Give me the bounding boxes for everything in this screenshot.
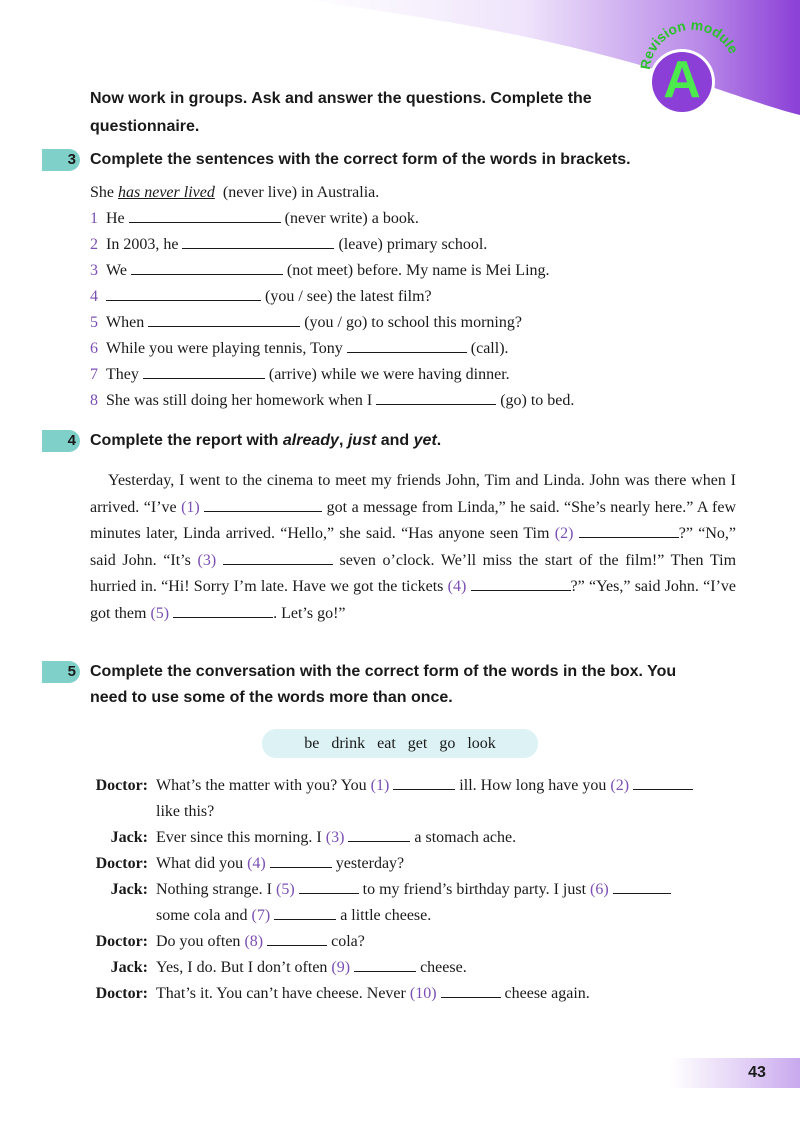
item-number: 2 [90, 236, 98, 253]
dialogue-text: cheese. [416, 959, 467, 976]
answer-blank[interactable] [182, 236, 334, 249]
page-number: 43 [748, 1064, 766, 1081]
report-text: ?” “Yes,” said John. “I’ve got them [90, 578, 737, 622]
answer-blank[interactable] [148, 314, 300, 327]
answer-blank[interactable] [354, 959, 416, 972]
dialogue-text: That’s it. You can’t have cheese. Never [156, 985, 410, 1002]
answer-blank[interactable] [129, 210, 281, 223]
item-pre: While you were playing tennis, Tony [106, 340, 347, 357]
gap-number: (4) [447, 578, 467, 595]
word-box-item: eat [377, 735, 396, 752]
item-pre: When [106, 314, 149, 331]
gap-number: (2) [610, 777, 630, 794]
dialogue-text: What did you [156, 855, 248, 872]
section-4-number: 4 [42, 430, 80, 452]
answer-blank[interactable] [633, 777, 693, 790]
module-label: Revision module [636, 18, 742, 71]
item-post: (arrive) while we were having dinner. [264, 366, 510, 383]
word-box-item: look [467, 735, 496, 752]
module-letter: A [663, 51, 701, 109]
speaker-label: Jack: [110, 881, 148, 898]
answer-blank[interactable] [299, 881, 359, 894]
section-5-title-line-1: Complete the conversation with the correct form of the words in the box. You [90, 663, 677, 680]
answer-blank[interactable] [613, 881, 671, 894]
module-badge [628, 18, 758, 118]
gap-number: (6) [590, 881, 609, 898]
word-box-item: go [439, 735, 456, 752]
title-period: . [436, 432, 442, 449]
answer-blank[interactable] [204, 499, 322, 512]
dialogue-line [156, 825, 736, 851]
report-text: got a message from Linda,” he said. “She’s nearly here.” A few minutes later, Linda arrived. “Hello,” she said. “Has anyone seen Tim [90, 498, 737, 542]
dialogue-line [156, 773, 736, 799]
item-number: 3 [90, 262, 98, 279]
word-box-item: drink [331, 735, 366, 752]
dialogue-text: Yes, I do. But I don’t often [156, 959, 332, 976]
dialogue-text: Do you often [156, 933, 245, 950]
gap-number: (1) [370, 777, 390, 794]
example-pre: She [90, 184, 118, 201]
dialogue-line [156, 877, 736, 903]
word-box-item: get [407, 735, 428, 752]
section-3-item [90, 365, 510, 385]
report-paragraph [90, 468, 736, 627]
item-post: (go) to bed. [496, 392, 575, 409]
answer-blank[interactable] [579, 525, 679, 538]
item-pre: She was still doing her homework when I [106, 392, 377, 409]
title-comma: , [338, 432, 348, 449]
item-pre: We [106, 262, 131, 279]
speaker-label: Doctor: [95, 855, 148, 872]
word-box-item: be [304, 735, 320, 752]
word-box [262, 729, 538, 758]
gap-number: (8) [244, 933, 264, 950]
section-3-item [90, 287, 432, 307]
item-number: 5 [90, 314, 98, 331]
dialogue-text: What’s the matter with you? You [156, 777, 371, 794]
item-number: 1 [90, 210, 98, 227]
section-5-title-line-2: need to use some of the words more than once. [90, 689, 453, 706]
gap-number: (7) [251, 907, 271, 924]
item-pre: He [106, 210, 129, 227]
dialogue-text: to my friend’s birthday party. I just [358, 881, 591, 898]
item-pre: In 2003, he [106, 236, 183, 253]
title-word-already: already [282, 432, 339, 449]
report-text: Yesterday, I went to the cinema to meet my friends John, Tim and Linda. John was there when I arrived. “I’ve [90, 472, 736, 516]
gap-number: (3) [325, 829, 345, 846]
section-3-number: 3 [42, 149, 80, 171]
dialogue-text: a stomach ache. [410, 829, 517, 846]
item-post: (call). [466, 340, 509, 357]
item-number: 4 [90, 288, 98, 305]
answer-blank[interactable] [267, 933, 327, 946]
answer-blank[interactable] [274, 907, 336, 920]
dialogue-text: cola? [327, 933, 365, 950]
title-word-just: just [347, 432, 377, 449]
section-4-title [90, 428, 441, 454]
dialogue-line-continued [156, 903, 736, 929]
dialogue-text: Ever since this morning. I [156, 829, 326, 846]
item-pre: They [106, 366, 143, 383]
speaker-label: Jack: [110, 959, 148, 976]
dialogue-line [156, 981, 736, 1007]
section-3-item [90, 339, 509, 359]
item-post: (never write) a book. [280, 210, 419, 227]
item-post: (leave) primary school. [334, 236, 488, 253]
speaker-label: Doctor: [95, 933, 148, 950]
report-text: . Let’s go!” [273, 604, 346, 622]
section-3-example [90, 183, 379, 203]
gap-number: (2) [554, 525, 574, 542]
dialogue-text: like this? [156, 803, 215, 820]
gap-number: (9) [331, 959, 351, 976]
section-3-item [90, 261, 550, 281]
gap-number: (10) [409, 985, 437, 1002]
gap-number: (4) [247, 855, 266, 872]
item-number: 7 [90, 366, 98, 383]
answer-blank[interactable] [393, 777, 455, 790]
title-and: and [376, 432, 414, 449]
gap-number: (3) [197, 551, 217, 569]
gap-number: (1) [181, 498, 200, 516]
item-post: (you / go) to school this morning? [300, 314, 522, 331]
dialogue-line-continued [156, 799, 736, 825]
answer-blank[interactable] [348, 829, 410, 842]
dialogue-text: a little cheese. [336, 907, 432, 924]
title-word-yet: yet [413, 432, 437, 449]
answer-blank[interactable] [471, 578, 571, 591]
intro-line-2: questionnaire. [90, 118, 200, 135]
dialogue-line [156, 851, 736, 877]
answer-blank[interactable] [376, 392, 496, 405]
item-number: 8 [90, 392, 98, 409]
speaker-label: Doctor: [95, 777, 148, 794]
item-post: (not meet) before. My name is Mei Ling. [282, 262, 550, 279]
dialogue-line [156, 955, 736, 981]
speaker-label: Jack: [110, 829, 148, 846]
title-text: Complete the report with [90, 432, 283, 449]
gap-number: (5) [150, 604, 170, 622]
answer-blank[interactable] [106, 288, 261, 301]
section-3-item [90, 391, 574, 411]
answer-blank[interactable] [270, 855, 332, 868]
answer-blank[interactable] [347, 340, 467, 353]
item-number: 6 [90, 340, 98, 357]
item-post: (you / see) the latest film? [261, 288, 432, 305]
dialogue-text: some cola and [156, 907, 252, 924]
example-answer: has never lived [118, 184, 215, 201]
section-3-item [90, 313, 522, 333]
section-3-item [90, 209, 419, 229]
report-text: seven o’clock. We’ll miss the start of the film!” Then Tim hurried in. “Hi! Sorry I’m late. Have we got the tickets [90, 551, 737, 595]
answer-blank[interactable] [441, 985, 501, 998]
dialogue-text: cheese again. [500, 985, 590, 1002]
dialogue-text: Nothing strange. I [156, 881, 276, 898]
answer-blank[interactable] [131, 262, 283, 275]
speaker-label: Doctor: [95, 985, 148, 1002]
section-3-title: Complete the sentences with the correct form of the words in brackets. [90, 151, 631, 168]
dialogue-text: yesterday? [331, 855, 405, 872]
report-text: ?” “No,” said John. “It’s [90, 525, 736, 569]
answer-blank[interactable] [173, 605, 273, 618]
section-5-number: 5 [42, 661, 80, 683]
answer-blank[interactable] [223, 552, 333, 565]
section-3-item [90, 235, 487, 255]
example-post: (never live) in Australia. [214, 184, 380, 201]
answer-blank[interactable] [143, 366, 265, 379]
gap-number: (5) [275, 881, 295, 898]
dialogue-line [156, 929, 736, 955]
dialogue-text: ill. How long have you [455, 777, 611, 794]
intro-line-1: Now work in groups. Ask and answer the questions. Complete the [90, 90, 592, 107]
